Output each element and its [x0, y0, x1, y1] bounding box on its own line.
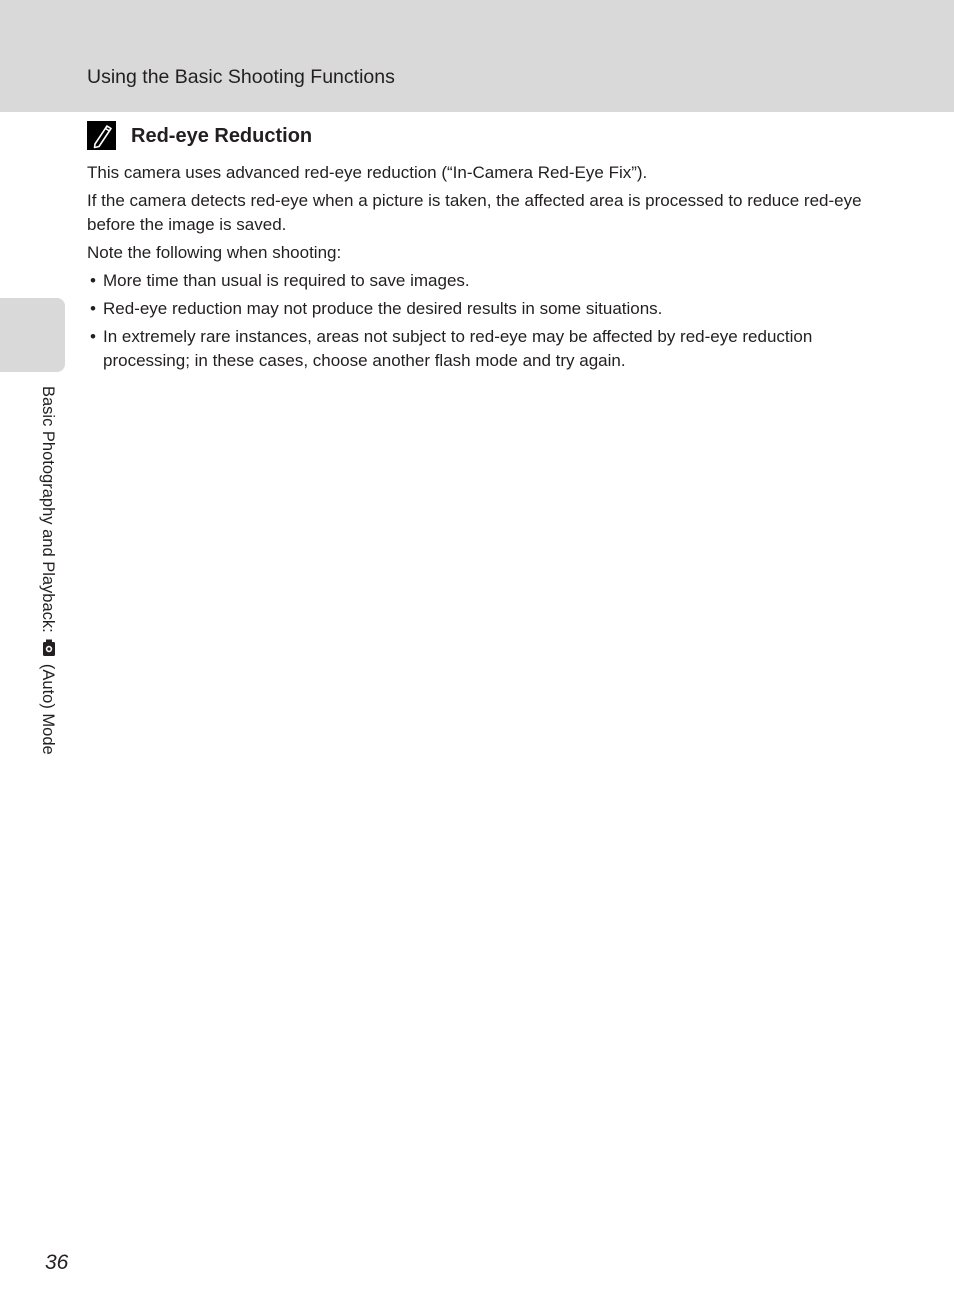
note-pencil-icon: [87, 121, 116, 150]
list-item-text: Red-eye reduction may not produce the desired results in some situations.: [103, 299, 663, 318]
bullet-marker: •: [90, 271, 96, 290]
page-header-title: Using the Basic Shooting Functions: [87, 66, 395, 88]
chapter-label: [38, 386, 59, 755]
paragraph-detection: If the camera detects red-eye when a picture is taken, the affected area is processed to reduce red-eye before the image is saved.: [87, 191, 862, 234]
paragraph-intro: This camera uses advanced red-eye reduction (“In-Camera Red-Eye Fix”).: [87, 163, 648, 182]
bullet-marker: •: [90, 327, 96, 346]
header-band: [0, 0, 954, 112]
section-title: Red-eye Reduction: [131, 125, 313, 147]
bullet-marker: •: [90, 299, 96, 318]
chapter-label-before: Basic Photography and Playback:: [39, 386, 57, 638]
page-number: 36: [45, 1251, 69, 1274]
list-item-text: More time than usual is required to save images.: [103, 271, 470, 290]
paragraph-note-lead: Note the following when shooting:: [87, 243, 342, 262]
list-item-text: In extremely rare instances, areas not subject to red-eye may be affected by red-eye reduction processing; in these cases, choose another flash mode and try again.: [103, 327, 813, 370]
camera-icon: [45, 639, 59, 657]
chapter-tab: [0, 298, 65, 372]
chapter-label-after: (Auto) Mode: [39, 659, 57, 755]
